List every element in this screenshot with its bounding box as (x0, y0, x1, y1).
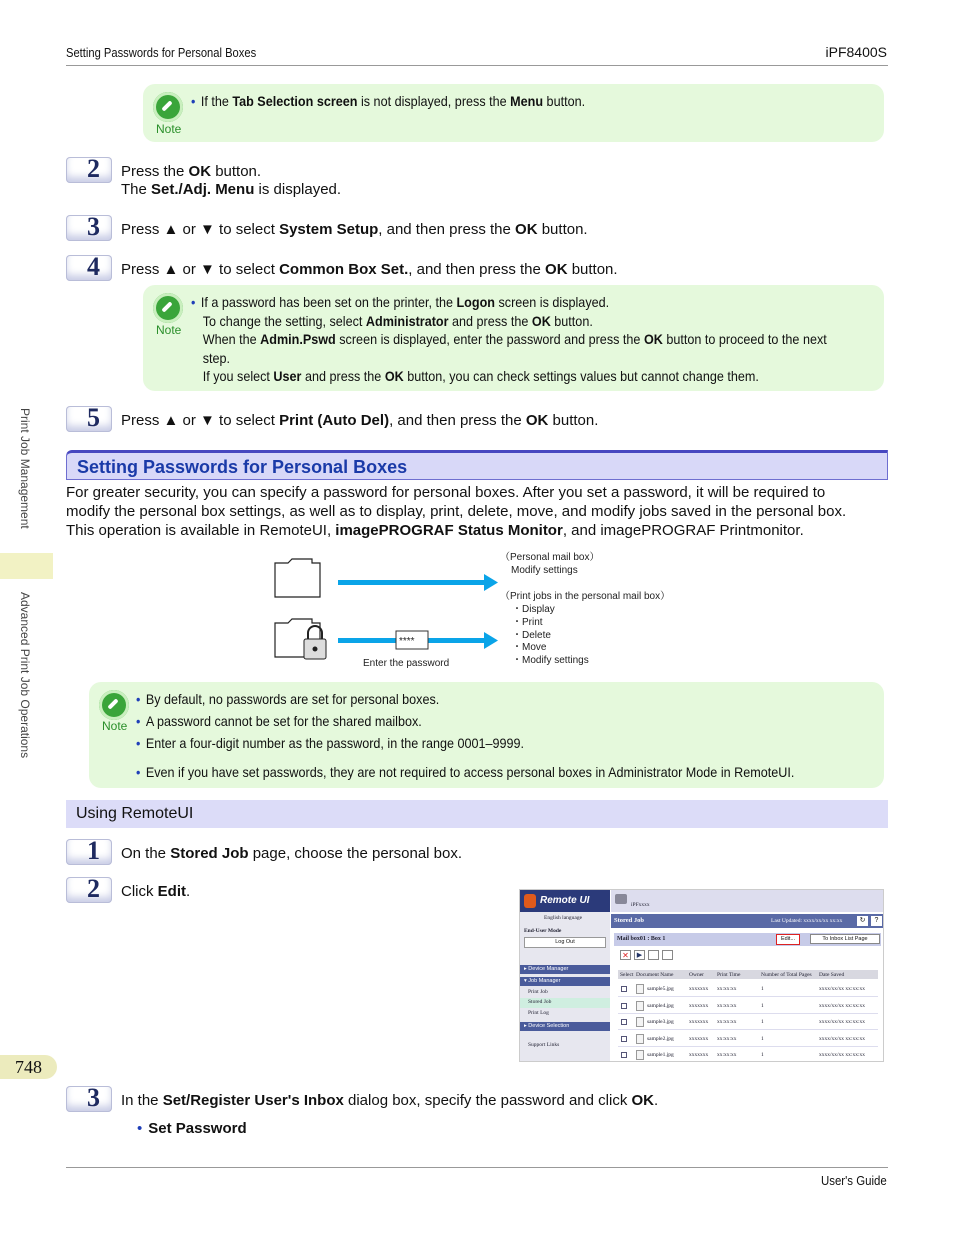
rui-edit-button[interactable]: Edit... (776, 934, 800, 945)
note-2-text: • If a password has been set on the printer, the Logon screen is displayed. To change the setting, select Administrator and press the OK button. When the Admin.Pswd screen is displayed, enter the password and press the OK button to proceed to the next step. If you select User and press the OK button, you can check settings values but cannot change them. (191, 294, 827, 385)
step-4-text: Press ▲ or ▼ to select Common Box Set., and then press the OK button. (121, 261, 618, 278)
locked-folder-icon (275, 619, 326, 659)
side-tab-advanced-operations[interactable]: Advanced Print Job Operations (18, 592, 32, 759)
image-file-icon (636, 984, 644, 994)
note-label: Note (102, 719, 128, 733)
rui-sidebar (520, 890, 610, 1062)
operations-list: ・Display ・Print ・Delete ・Move ・Modify settings (512, 604, 589, 667)
row-doc-name: sample1.jpg (647, 1052, 674, 1058)
password-diagram (272, 545, 680, 673)
folder-icon (275, 559, 320, 597)
row-date-saved: xxxx/xx/xx xx:xx:xx (819, 1019, 865, 1025)
rui-nav-print-job[interactable]: Print Job (528, 989, 548, 995)
rui-printer-name: iPFxxxx (631, 902, 650, 908)
rui-nav-device-manager[interactable]: ▸ Device Manager (520, 965, 610, 974)
step-b2-text: Click Edit. (121, 883, 191, 900)
refresh-icon[interactable]: ↻ (857, 916, 868, 926)
page-number: 748 (0, 1055, 57, 1079)
col-print-time: Print Time (717, 972, 741, 978)
rui-box-name: Mail box01 : Box 1 (617, 936, 666, 942)
row-doc-name: sample5.jpg (647, 986, 674, 992)
set-password-bullet: • Set Password (137, 1120, 247, 1137)
step-5-text: Press ▲ or ▼ to select Print (Auto Del), and then press the OK button. (121, 412, 599, 429)
side-tab-print-job-management[interactable]: Print Job Management (18, 408, 32, 529)
row-owner: xxxxxxx (689, 1035, 709, 1042)
rui-nav-device-selection[interactable]: ▸ Device Selection (520, 1022, 610, 1031)
print-jobs-label: （Print jobs in the personal mail box） (500, 591, 671, 602)
running-header-model: iPF8400S (825, 44, 887, 60)
section-heading: Setting Passwords for Personal Boxes (66, 450, 888, 480)
row-checkbox[interactable] (621, 1052, 627, 1058)
step-3-text: Press ▲ or ▼ to select System Setup, and then press the OK button. (121, 221, 588, 238)
step-number-badge: 1 (66, 839, 112, 865)
row-doc-name: sample2.jpg (647, 1035, 674, 1042)
rui-nav-job-manager[interactable]: ▾ Job Manager (520, 977, 610, 986)
rui-logo-icon (524, 894, 536, 908)
rui-table-row[interactable] (618, 999, 878, 1014)
row-owner: xxxxxxx (689, 1019, 709, 1025)
step-2-text: Press the OK button. The Set./Adj. Menu is displayed. (121, 163, 342, 198)
rui-table-row[interactable] (618, 1015, 878, 1030)
row-date-saved: xxxx/xx/xx xx:xx:xx (819, 1052, 865, 1058)
row-print-time: xx:xx:xx (717, 1035, 737, 1042)
rui-table-row[interactable] (618, 1032, 878, 1047)
row-date-saved: xxxx/xx/xx xx:xx:xx (819, 1002, 865, 1009)
rui-logo-text: Remote UI (540, 895, 590, 906)
note-1-text: • If the Tab Selection screen is not displayed, press the Menu button. (191, 93, 586, 109)
image-file-icon (636, 1001, 644, 1011)
side-tab-highlight (0, 553, 53, 579)
row-owner: xxxxxxx (689, 1002, 709, 1009)
rui-table-row[interactable] (618, 982, 878, 997)
row-pages: 1 (761, 986, 764, 992)
image-file-icon (636, 1034, 644, 1044)
rui-logo-bar (520, 890, 610, 912)
arrow-lower (338, 631, 498, 649)
remote-ui-screenshot (519, 889, 884, 1062)
row-checkbox[interactable] (621, 1019, 627, 1025)
image-file-icon (636, 1050, 644, 1060)
diagram-graphics (272, 545, 680, 673)
note-box-1 (143, 84, 884, 142)
step-number-badge: 2 (66, 157, 112, 183)
row-pages: 1 (761, 1052, 764, 1058)
rui-box-bar (614, 933, 881, 946)
row-print-time: xx:xx:xx (717, 986, 737, 992)
enter-password-label: Enter the password (363, 658, 450, 669)
step-b3-text: In the Set/Register User's Inbox dialog box, specify the password and click OK. (121, 1092, 659, 1109)
rui-last-updated: Last Updated: xxxx/xx/xx xx:xx (771, 918, 843, 924)
row-pages: 1 (761, 1019, 764, 1025)
printer-icon (615, 894, 627, 904)
properties-icon[interactable] (662, 950, 673, 960)
note-check-icon (153, 92, 183, 122)
rui-logout-button[interactable]: Log Out (524, 937, 606, 948)
rui-nav-stored-job[interactable]: Stored Job (528, 999, 552, 1005)
row-checkbox[interactable] (621, 1036, 627, 1042)
rui-top-bar (611, 890, 884, 912)
image-file-icon (636, 1017, 644, 1027)
note-label: Note (156, 122, 182, 136)
footer-guide: User's Guide (821, 1173, 887, 1188)
move-icon[interactable] (648, 950, 659, 960)
note-box-3 (89, 682, 884, 788)
rui-to-inbox-button[interactable]: To Inbox List Page (810, 934, 880, 944)
rui-language[interactable]: English language (544, 915, 583, 921)
note-check-icon (99, 690, 129, 720)
rui-nav-support-links[interactable]: Support Links (528, 1042, 560, 1048)
step-number-badge: 2 (66, 877, 112, 903)
arrow-upper (338, 574, 498, 591)
row-checkbox[interactable] (621, 1003, 627, 1009)
subsection-heading: Using RemoteUI (66, 800, 888, 828)
rui-table-row[interactable] (618, 1048, 878, 1062)
col-date-saved: Date Saved (819, 972, 845, 978)
help-icon[interactable]: ? (871, 916, 882, 926)
note-3-list: • By default, no passwords are set for personal boxes. • A password cannot be set for the shared mailbox. • Enter a four-digit number as the password, in the range 0001–9999. • Even if you have set passwords, they are not required to access personal boxes in Administrator Mode in RemoteUI. (136, 691, 795, 780)
note-check-icon (153, 293, 183, 323)
col-owner: Owner (689, 972, 704, 978)
row-date-saved: xxxx/xx/xx xx:xx:xx (819, 986, 865, 992)
rui-table-header (618, 970, 878, 979)
row-print-time: xx:xx:xx (717, 1052, 737, 1058)
col-document-name: Document Name (636, 972, 674, 978)
intro-paragraph: For greater security, you can specify a password for personal boxes. After you set a password, it will be required to modify the personal box settings, as well as to display, print, delete, move, and modify jobs saved in the personal box. This operation is available in RemoteUI, imagePROGRAF Status Monitor, and imagePROGRAF Printmonitor. (66, 484, 847, 539)
row-doc-name: sample4.jpg (647, 1002, 674, 1009)
delete-icon[interactable]: ✕ (620, 950, 631, 960)
row-date-saved: xxxx/xx/xx xx:xx:xx (819, 1035, 865, 1042)
header-rule (66, 65, 888, 66)
note-label: Note (156, 323, 182, 337)
row-print-time: xx:xx:xx (717, 1002, 737, 1009)
step-number-badge: 5 (66, 406, 112, 432)
footer-rule (66, 1167, 888, 1168)
bullet-icon: • (191, 294, 196, 310)
col-select: Select (620, 972, 634, 978)
modify-settings-label: Modify settings (511, 565, 578, 576)
personal-box-label: （Personal mail box） (500, 552, 600, 563)
rui-mode: End-User Mode (524, 928, 562, 934)
running-header-section: Setting Passwords for Personal Boxes (66, 45, 257, 60)
row-checkbox[interactable] (621, 986, 627, 992)
col-total-pages: Number of Total Pages (761, 972, 812, 978)
row-doc-name: sample3.jpg (647, 1019, 674, 1025)
row-pages: 1 (761, 1035, 764, 1042)
step-b1-text: On the Stored Job page, choose the personal box. (121, 845, 463, 862)
rui-page-title: Stored Job (614, 917, 645, 924)
note-box-2 (143, 285, 884, 391)
row-owner: xxxxxxx (689, 986, 709, 992)
step-number-badge: 4 (66, 255, 112, 281)
rui-page-bar (611, 914, 884, 928)
row-print-time: xx:xx:xx (717, 1019, 737, 1025)
step-number-badge: 3 (66, 1086, 112, 1112)
password-mask: **** (399, 636, 415, 647)
step-number-badge: 3 (66, 215, 112, 241)
rui-nav-print-log[interactable]: Print Log (528, 1010, 549, 1016)
play-icon[interactable]: ▶ (634, 950, 645, 960)
row-owner: xxxxxxx (689, 1052, 709, 1058)
bullet-icon: • (191, 93, 196, 109)
row-pages: 1 (761, 1002, 764, 1009)
